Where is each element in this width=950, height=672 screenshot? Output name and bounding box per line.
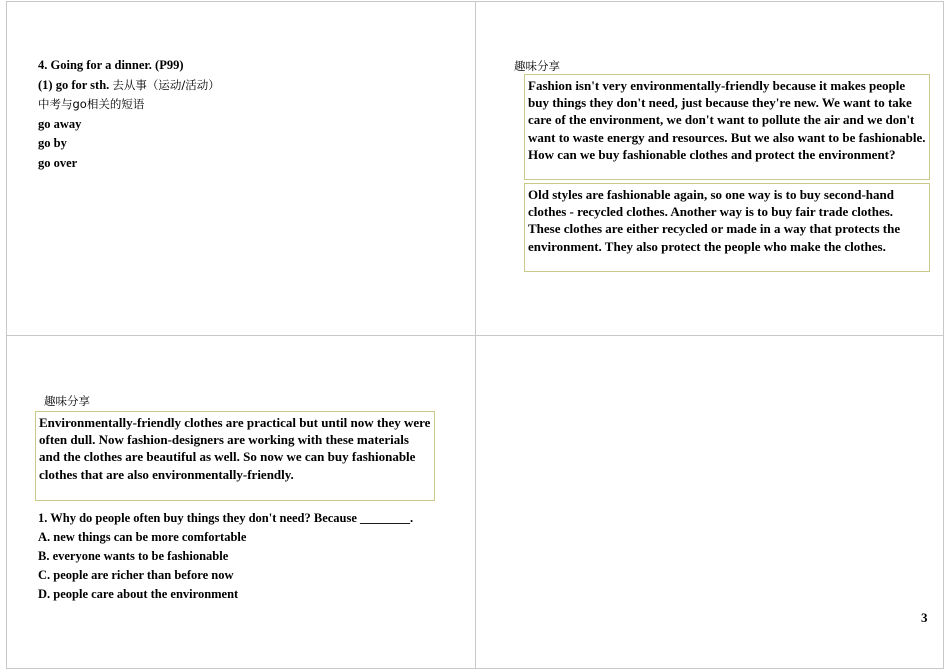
question-stem: 1. Why do people often buy things they don't need? Because ________. xyxy=(38,511,414,525)
phrase-item: go over xyxy=(38,155,78,170)
phrase-cn: 去从事（运动/活动） xyxy=(112,77,220,92)
question-block xyxy=(38,509,413,604)
option-a: A. new things can be more comfortable xyxy=(38,530,247,544)
phrase-en: (1) go for sth. xyxy=(38,77,113,92)
phrase-line-1 xyxy=(38,76,220,96)
phrase-line-2: 中考与go相关的短语 xyxy=(38,97,145,111)
passage-box-1: Fashion isn't very environmentally-friendly because it makes people buy things they don't need, just because they're new. We want to take care of the environment, we don't want to pollute the air and we don't want to waste energy and resources. But we also want to be fashionable. How can we buy fashionable clothes and protect the environment? xyxy=(524,74,930,180)
option-c: C. people are richer than before now xyxy=(38,568,234,582)
fun-share-label: 趣味分享 xyxy=(514,59,560,73)
fun-share-label: 趣味分享 xyxy=(44,394,90,408)
section-title: 4. Going for a dinner. (P99) xyxy=(38,58,184,72)
phrase-item: go away xyxy=(38,116,82,131)
passage-box-3: Environmentally-friendly clothes are practical but until now they were often dull. Now fashion-designers are working with these materials and the clothes are beautiful as well. So now we can buy fashionable clothes that are also environmentally-friendly. xyxy=(35,411,435,501)
option-d: D. people care about the environment xyxy=(38,587,239,601)
horizontal-divider xyxy=(6,335,944,336)
phrase-item: go by xyxy=(38,136,67,150)
page-number: 3 xyxy=(921,610,928,625)
passage-box-2: Old styles are fashionable again, so one way is to buy second-hand clothes - recycled clothes. Another way is to buy fair trade clothes. These clothes are either recycled or made in a way that protects the environment. They also protect the people who make the clothes. xyxy=(524,183,930,272)
option-b: B. everyone wants to be fashionable xyxy=(38,549,229,563)
vocab-section xyxy=(38,56,220,173)
